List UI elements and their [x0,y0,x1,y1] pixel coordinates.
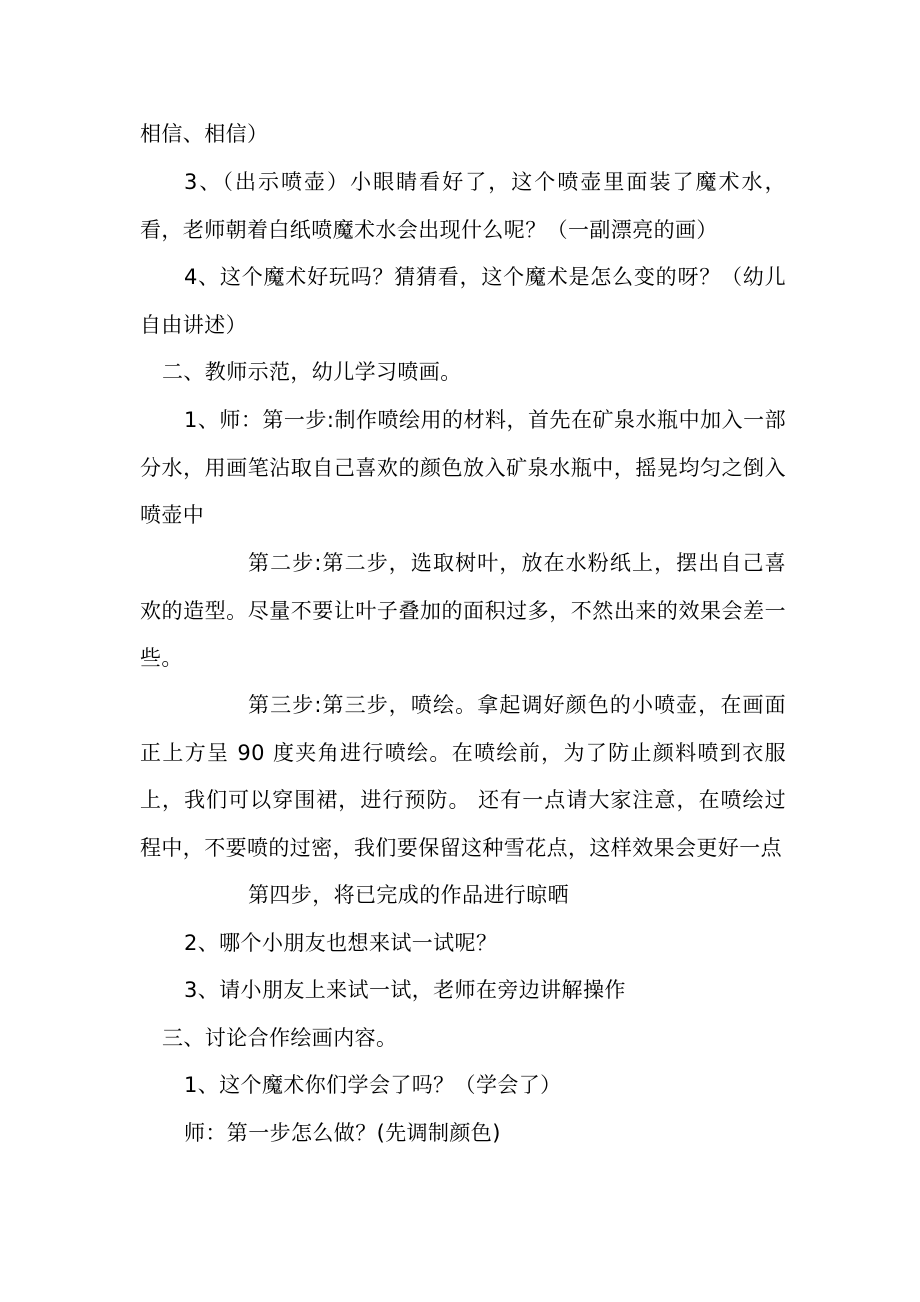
paragraph-9: 2、哪个小朋友也想来试一试呢？ [184,931,498,955]
paragraph-4-section-heading: 二、教师示范，幼儿学习喷画。 [162,360,462,384]
paragraph-2: 3、（出示喷壶）小眼睛看好了，这个喷壶里面装了魔术水，看，老师朝着白纸喷魔术水会出现什么呢？（一副漂亮的画） [140,170,786,242]
paragraph-7: 第三步:第三步，喷绘。拿起调好颜色的小喷壶，在画面正上方呈 90 度夹角进行喷绘。在喷绘前，为了防止颜料喷到衣服上，我们可以穿围裙，进行预防。 还有一点请大家注意，在喷绘过程中，不要喷的过密，我们要保留这种雪花点，这样效果会更好一点 [140,693,786,860]
paragraph-12: 1、这个魔术你们学会了吗？（学会了） [184,1073,562,1097]
paragraph-13: 师：第一步怎么做？(先调制颜色) [184,1121,501,1145]
paragraph-5: 1、师：第一步:制作喷绘用的材料，首先在矿泉水瓶中加入一部分水，用画笔沾取自己喜欢的颜色放入矿泉水瓶中，摇晃均匀之倒入喷壶中 [140,408,786,527]
paragraph-1: 相信、相信） [140,122,269,146]
paragraph-11-section-heading: 三、讨论合作绘画内容。 [162,1026,398,1050]
paragraph-10: 3、请小朋友上来试一试，老师在旁边讲解操作 [184,978,626,1002]
paragraph-6: 第二步:第二步，选取树叶，放在水粉纸上，摆出自己喜欢的造型。尽量不要让叶子叠加的面积过多，不然出来的效果会差一些。 [140,551,786,670]
paragraph-3: 4、这个魔术好玩吗？猜猜看，这个魔术是怎么变的呀？（幼儿自由讲述） [140,265,786,337]
paragraph-8: 第四步，将已完成的作品进行晾晒 [248,883,569,907]
